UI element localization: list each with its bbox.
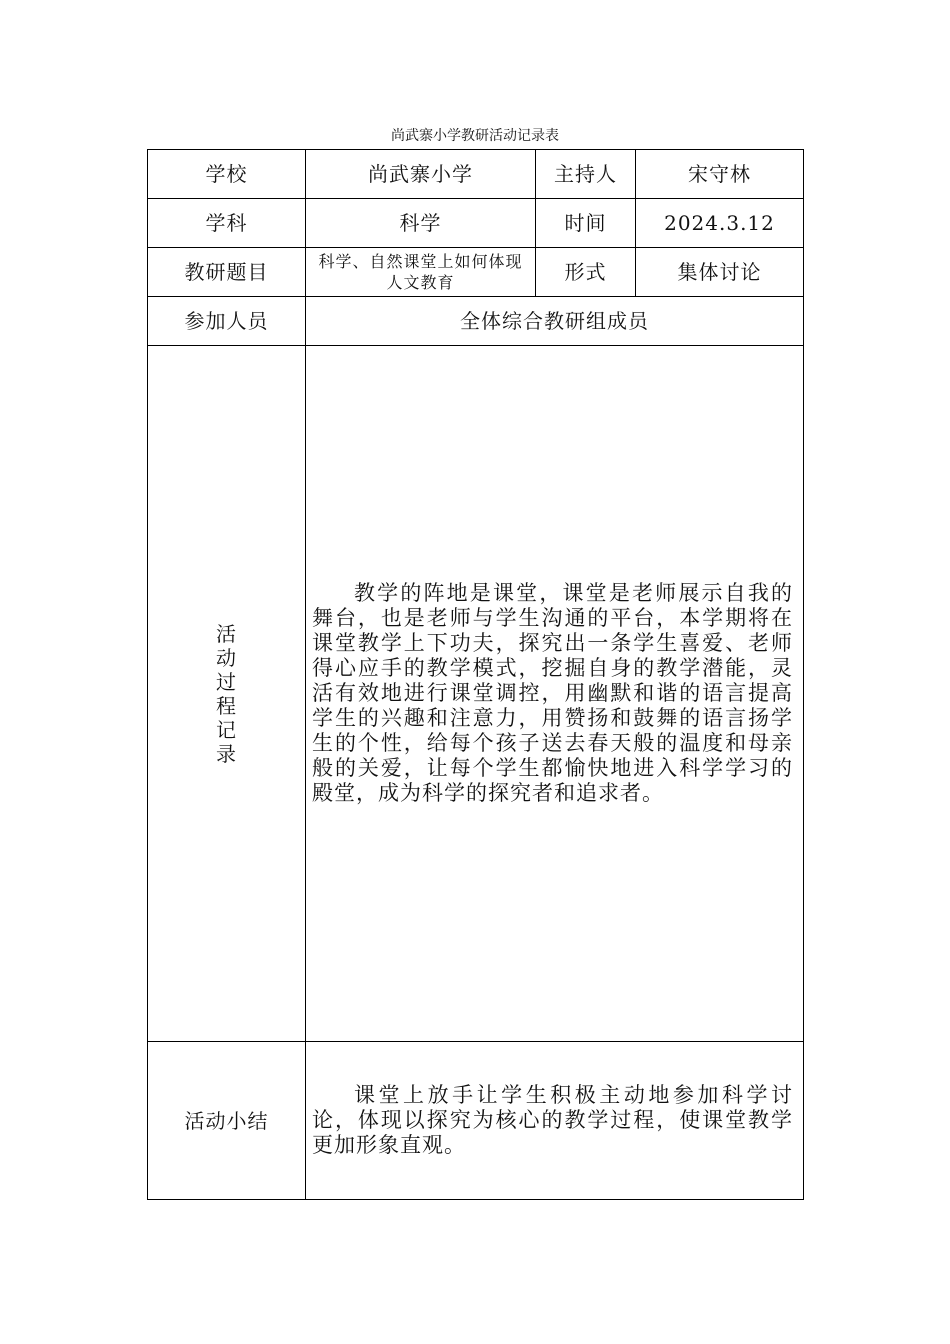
subject-label: 学科 xyxy=(148,199,306,248)
row-participants xyxy=(148,297,804,346)
time-value: 2024.3.12 xyxy=(636,199,804,248)
row-process xyxy=(148,346,804,1042)
summary-content-cell xyxy=(306,1042,804,1200)
process-label-char: 过 xyxy=(216,669,237,694)
summary-text: 课堂上放手让学生积极主动地参加科学讨论，体现以探究为核心的教学过程，使课堂教学更加形象直观。 xyxy=(312,1083,793,1157)
activity-record-table xyxy=(147,149,804,1200)
host-label: 主持人 xyxy=(536,150,636,199)
form-label: 形式 xyxy=(536,248,636,297)
process-text: 教学的阵地是课堂，课堂是老师展示自我的舞台，也是老师与学生沟通的平台，本学期将在课堂教学上下功夫，探究出一条学生喜爱、老师得心应手的教学模式，挖掘自身的教学潜能，灵活有效地进行课堂调控，用幽默和谐的语言提高学生的兴趣和注意力，用赞扬和鼓舞的语言扬学生的个性，给每个孩子送去春天般的温度和母亲般的关爱，让每个学生都愉快地进入科学学习的殿堂，成为科学的探究者和追求者。 xyxy=(312,581,793,805)
topic-label: 教研题目 xyxy=(148,248,306,297)
subject-value: 科学 xyxy=(306,199,536,248)
process-label xyxy=(148,346,306,1042)
process-label-char: 动 xyxy=(216,645,237,670)
summary-label: 活动小结 xyxy=(148,1042,306,1200)
school-value: 尚武寨小学 xyxy=(306,150,536,199)
topic-value: 科学、自然课堂上如何体现人文教育 xyxy=(306,248,536,297)
row-school xyxy=(148,150,804,199)
time-label: 时间 xyxy=(536,199,636,248)
document-title: 尚武寨小学教研活动记录表 xyxy=(391,128,559,144)
school-label: 学校 xyxy=(148,150,306,199)
form-value: 集体讨论 xyxy=(636,248,804,297)
process-label-char: 活 xyxy=(216,621,237,646)
participants-label: 参加人员 xyxy=(148,297,306,346)
process-label-char: 录 xyxy=(216,741,237,766)
row-topic xyxy=(148,248,804,297)
process-label-vertical xyxy=(148,622,305,766)
host-value: 宋守林 xyxy=(636,150,804,199)
participants-value: 全体综合教研组成员 xyxy=(306,297,804,346)
process-label-char: 记 xyxy=(216,717,237,742)
process-content-cell xyxy=(306,346,804,1042)
process-label-char: 程 xyxy=(216,693,237,718)
row-summary xyxy=(148,1042,804,1200)
row-subject xyxy=(148,199,804,248)
